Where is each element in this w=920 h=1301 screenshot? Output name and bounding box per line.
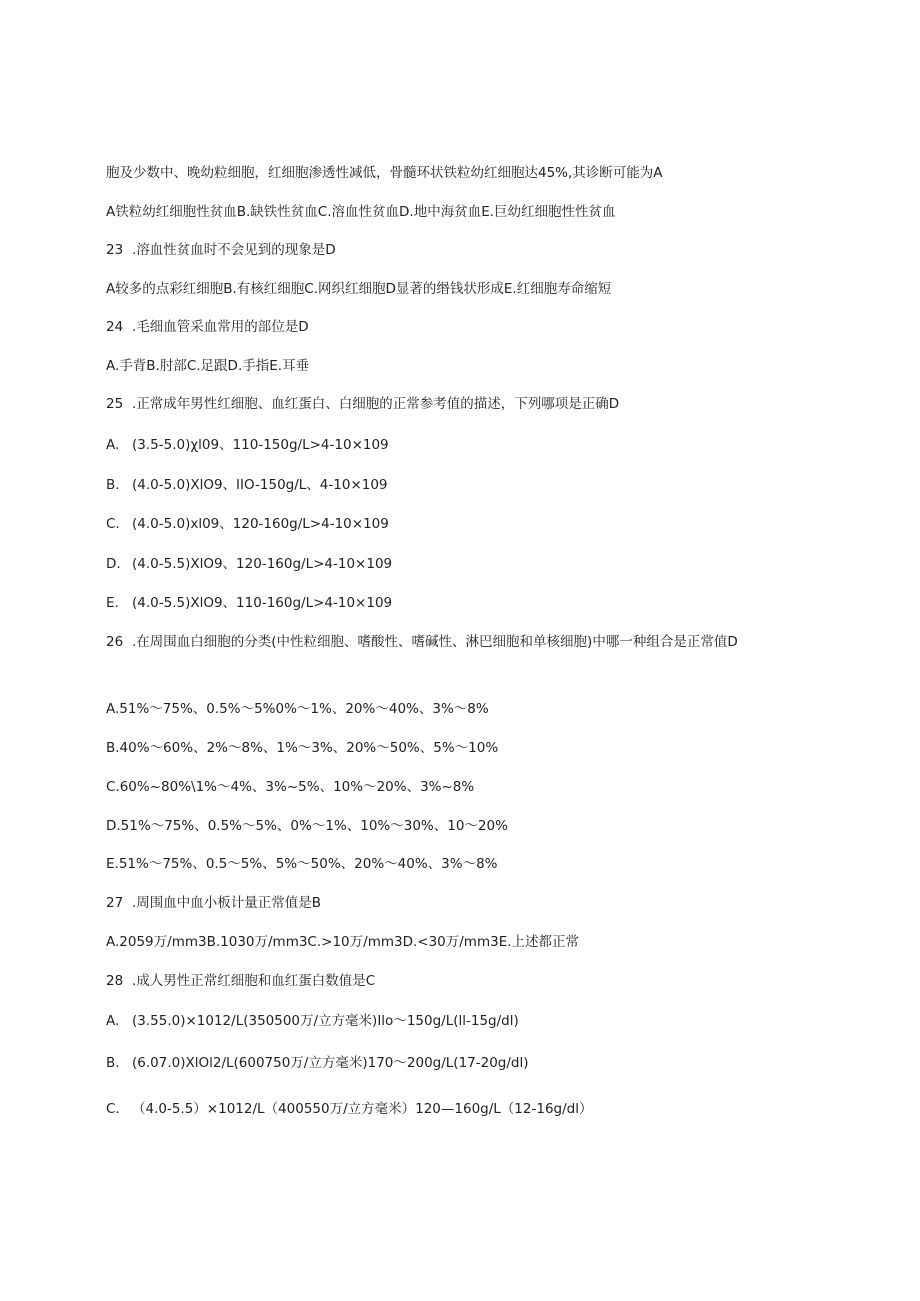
question-24-stem: 24 .毛细血管采血常用的部位是D (106, 319, 309, 335)
question-22-stem-continuation: 胞及少数中、晚幼粒细胞，红细胞渗透性减低，骨髓环状铁粒幼红细胞达45%,其诊断可能为A (106, 165, 663, 181)
question-25-option-c: C. (4.0-5.0)xl09、120-160g∕L>4-10×109 (106, 516, 389, 532)
question-26-option-b: B.40%～60%、2%～8%、1%～3%、20%～50%、5%～10% (106, 740, 499, 756)
question-28-option-b: B. (6.07.0)XlOl2∕L(600750万/立方毫米)170～200g∕L(17-20g∕dl) (106, 1055, 529, 1071)
question-28-option-a: A. (3.55.0)×1012∕L(350500万/立方毫米)Ilo～150g∕L(ll-15g∕dl) (106, 1013, 519, 1029)
question-27-options: A.2059万/mm3B.1030万/mm3C.>10万/mm3D.<30万/mm3E.上述都正常 (106, 934, 580, 950)
question-22-options: A铁粒幼红细胞性贫血B.缺铁性贫血C.溶血性贫血D.地中海贫血E.巨幼红细胞性性贫血 (106, 204, 616, 220)
question-26-stem: 26 .在周围血白细胞的分类(中性粒细胞、嗜酸性、嗜碱性、淋巴细胞和单核细胞)中哪一种组合是正常值D (106, 634, 738, 650)
question-26-option-e: E.51%～75%、0.5～5%、5%～50%、20%～40%、3%～8% (106, 856, 498, 872)
question-26-option-c: C.60%~80%\1%～4%、3%~5%、10%～20%、3%~8% (106, 779, 475, 795)
question-26-option-d: D.51%～75%、0.5%～5%、0%～1%、10%～30%、10～20% (106, 818, 508, 834)
question-25-option-b: B. (4.0-5.0)XlO9、IIO-150g/L、4-10×109 (106, 477, 388, 493)
question-25-option-e: E. (4.0-5.5)XlO9、110-160g∕L>4-10×109 (106, 595, 393, 611)
question-28-option-c: C. （4.0-5.5）×1012∕L（400550万/立方毫米）120—160g∕L（12-16g∕dl） (106, 1101, 593, 1117)
question-27-stem: 27 .周围血中血小板计量正常值是B (106, 895, 322, 911)
question-25-stem: 25 .正常成年男性红细胞、血红蛋白、白细胞的正常参考值的描述，下列哪项是正确D (106, 396, 620, 412)
question-23-stem: 23 .溶血性贫血时不会见到的现象是D (106, 242, 336, 258)
question-23-options: A较多的点彩红细胞B.有核红细胞C.网织红细胞D显著的缗钱状形成E.红细胞寿命缩短 (106, 281, 612, 297)
question-25-option-a: A. (3.5-5.0)χl09、110-150g∕L>4-10×109 (106, 437, 389, 453)
question-26-option-a: A.51%～75%、0.5%～5%0%～1%、20%～40%、3%～8% (106, 701, 489, 717)
question-28-stem: 28 .成人男性正常红细胞和血红蛋白数值是C (106, 973, 376, 989)
question-24-options: A.手背B.肘部C.足跟D.手指E.耳垂 (106, 358, 310, 374)
question-25-option-d: D. (4.0-5.5)XlO9、120-160g∕L>4-10×109 (106, 556, 393, 572)
